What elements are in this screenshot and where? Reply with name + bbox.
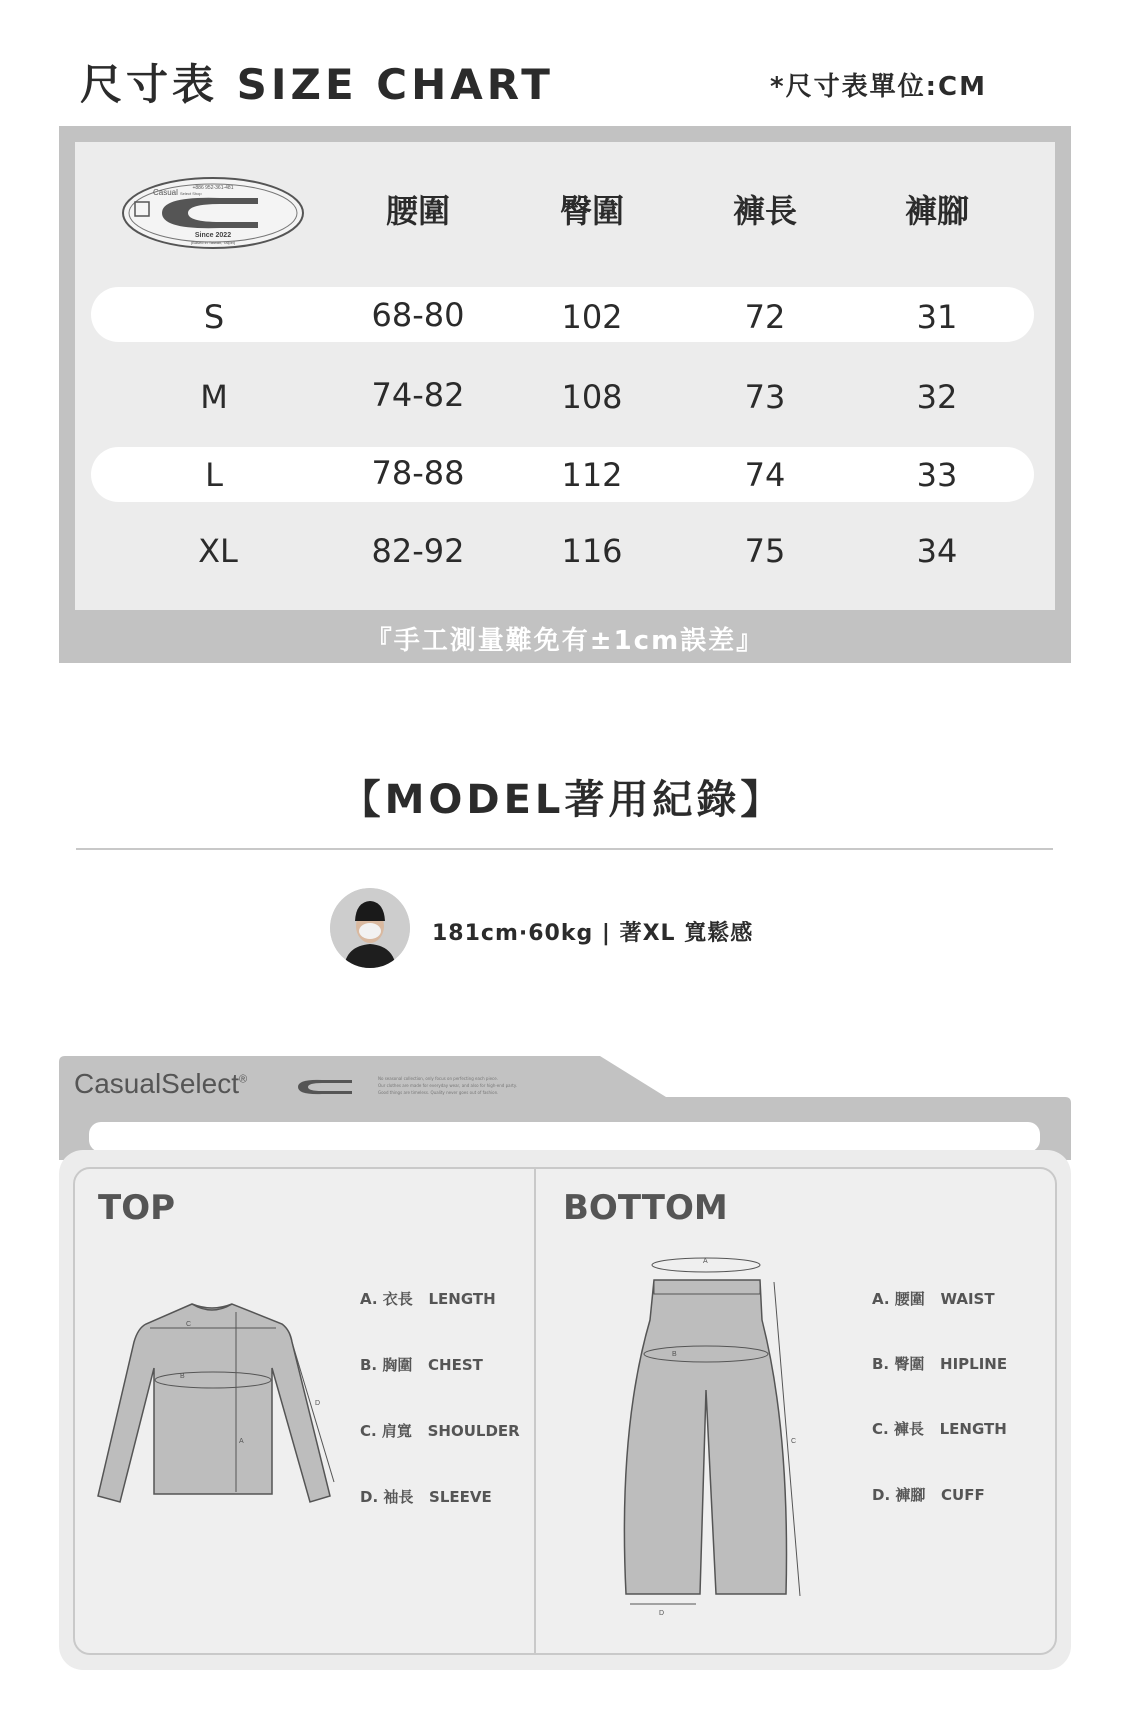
col-header-hip: 臀圍 — [559, 192, 624, 230]
badge-based: (Based in Taiwan, Taipei) — [190, 240, 236, 245]
brand-badge — [120, 174, 306, 252]
cell-l-hip: 112 — [561, 456, 623, 494]
badge-since: Since 2022 — [194, 232, 232, 239]
size-label-xl: XL — [198, 532, 238, 570]
size-label-s: S — [203, 298, 225, 336]
guide-brand-name: CasualSelect — [74, 1068, 239, 1099]
guide-brand — [74, 1068, 247, 1100]
top-item-sleeve: D. 袖長 SLEEVE — [360, 1488, 492, 1506]
cell-m-waist: 74-82 — [371, 376, 465, 414]
badge-phone: +886 952-361-481 — [192, 185, 234, 191]
diagram-letter-bottom-c: C — [791, 1438, 797, 1445]
badge-name: Casual — [153, 188, 178, 197]
bottom-item-hipline: B. 臀圍 HIPLINE — [872, 1355, 1008, 1373]
top-section-title: TOP — [98, 1188, 176, 1228]
cell-s-length: 72 — [744, 298, 786, 336]
cell-xl-cuff: 34 — [916, 532, 958, 570]
avatar — [330, 888, 410, 968]
size-label-m: M — [200, 378, 228, 416]
bottom-section-title: BOTTOM — [563, 1188, 728, 1228]
top-item-chest: B. 胸圍 CHEST — [360, 1356, 483, 1374]
col-header-cuff: 褲腳 — [904, 192, 969, 230]
guide-brand-mark: ® — [238, 1073, 248, 1086]
diagram-letter-top-d: D — [315, 1400, 321, 1407]
size-label-l: L — [205, 456, 223, 494]
cell-l-cuff: 33 — [916, 456, 958, 494]
tagline-line-1: No seasonal collection, only focus on perfecting each piece. — [378, 1076, 498, 1081]
cell-l-waist: 78-88 — [371, 454, 465, 492]
tagline-line-3: Good things are timeless. Quality never goes out of fashion. — [378, 1090, 499, 1095]
cell-xl-hip: 116 — [561, 532, 623, 570]
model-title: 【MODEL著用紀錄】 — [340, 777, 785, 823]
bottom-item-waist: A. 腰圍 WAIST — [872, 1290, 995, 1308]
guide-tagline — [378, 1075, 517, 1096]
cell-m-cuff: 32 — [916, 378, 958, 416]
bottom-item-cuff: D. 褲腳 CUFF — [872, 1486, 985, 1504]
page-title: 尺寸表 SIZE CHART — [80, 60, 554, 109]
diagram-letter-bottom-a: A — [703, 1258, 708, 1265]
diagram-letter-top-c: C — [186, 1321, 192, 1328]
col-header-waist: 腰圍 — [385, 192, 450, 230]
col-header-length: 褲長 — [732, 192, 797, 230]
model-info: 181cm·60kg | 著XL 寬鬆感 — [432, 921, 754, 946]
divider — [76, 848, 1053, 850]
tagline-line-2: Our clothes are made for everyday wear, and also for high-end party. — [378, 1083, 517, 1088]
cell-m-hip: 108 — [561, 378, 623, 416]
diagram-letter-bottom-b: B — [672, 1351, 677, 1358]
diagram-letter-bottom-d: D — [659, 1610, 665, 1617]
top-item-shoulder: C. 肩寬 SHOULDER — [360, 1422, 520, 1440]
cell-s-cuff: 31 — [916, 298, 958, 336]
cell-l-length: 74 — [744, 456, 786, 494]
measurement-note: 『手工測量難免有±1cm誤差』 — [365, 626, 765, 656]
cell-xl-length: 75 — [744, 532, 786, 570]
diagram-letter-top-b: B — [180, 1373, 185, 1380]
unit-note: *尺寸表單位:CM — [770, 72, 987, 102]
cell-s-waist: 68-80 — [371, 296, 465, 334]
badge-sub: Select Shop — [180, 191, 202, 196]
cell-xl-waist: 82-92 — [371, 532, 465, 570]
bottom-item-length: C. 褲長 LENGTH — [872, 1420, 1007, 1438]
diagram-letter-top-a: A — [239, 1438, 244, 1445]
top-item-length: A. 衣長 LENGTH — [360, 1290, 496, 1308]
cell-s-hip: 102 — [561, 298, 623, 336]
cell-m-length: 73 — [744, 378, 786, 416]
